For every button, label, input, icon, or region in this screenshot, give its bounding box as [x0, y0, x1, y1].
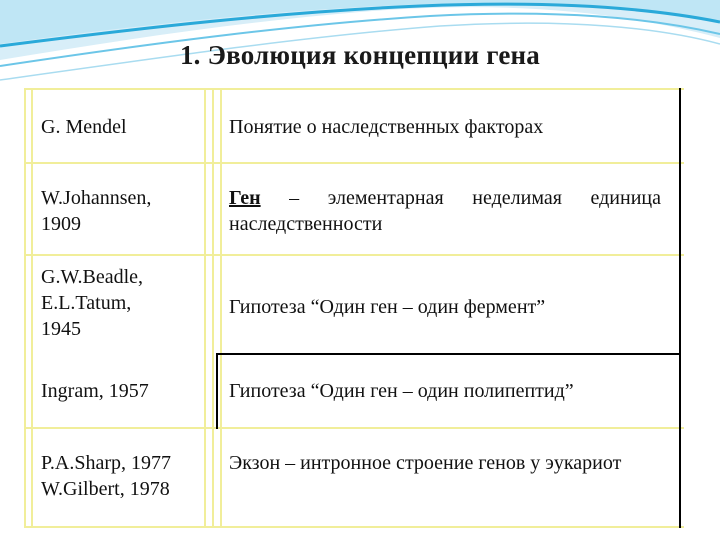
table-border: [216, 353, 681, 355]
grid-line: [212, 88, 214, 528]
table-cell-description: Гипотеза “Один ген – один полипептид”: [229, 380, 574, 402]
table-cell-author: Ingram, 1957: [41, 380, 149, 402]
page-title: 1. Эволюция концепции гена: [179, 40, 541, 70]
table-cell-author: P.A.Sharp, 1977 W.Gilbert, 1978: [41, 452, 172, 500]
grid-line: [24, 427, 684, 429]
grid-line: [24, 88, 684, 90]
gene-term: Ген: [229, 187, 261, 209]
table-cell-author: G. Mendel: [41, 116, 127, 138]
table-cell-description: Гипотеза “Один ген – один фермент”: [229, 296, 546, 318]
grid-line: [31, 88, 33, 528]
table-cell-description: Ген – элементарная неделимая единица наследственности: [229, 187, 661, 235]
gene-concept-table: [24, 88, 684, 528]
table-cell-description: Понятие о наследственных факторах: [229, 116, 544, 138]
table-cell-author: G.W.Beadle, E.L.Tatum, 1945: [41, 266, 144, 340]
grid-line: [24, 162, 684, 164]
grid-line: [24, 254, 684, 256]
table-cell-author: W.Johannsen, 1909: [41, 187, 152, 235]
table-border: [216, 353, 218, 429]
table-cell-description: Экзон – интронное строение генов у эукариот: [229, 452, 622, 474]
table-border: [679, 88, 681, 528]
grid-line: [24, 88, 26, 528]
grid-line: [220, 88, 222, 528]
grid-line: [24, 526, 684, 528]
